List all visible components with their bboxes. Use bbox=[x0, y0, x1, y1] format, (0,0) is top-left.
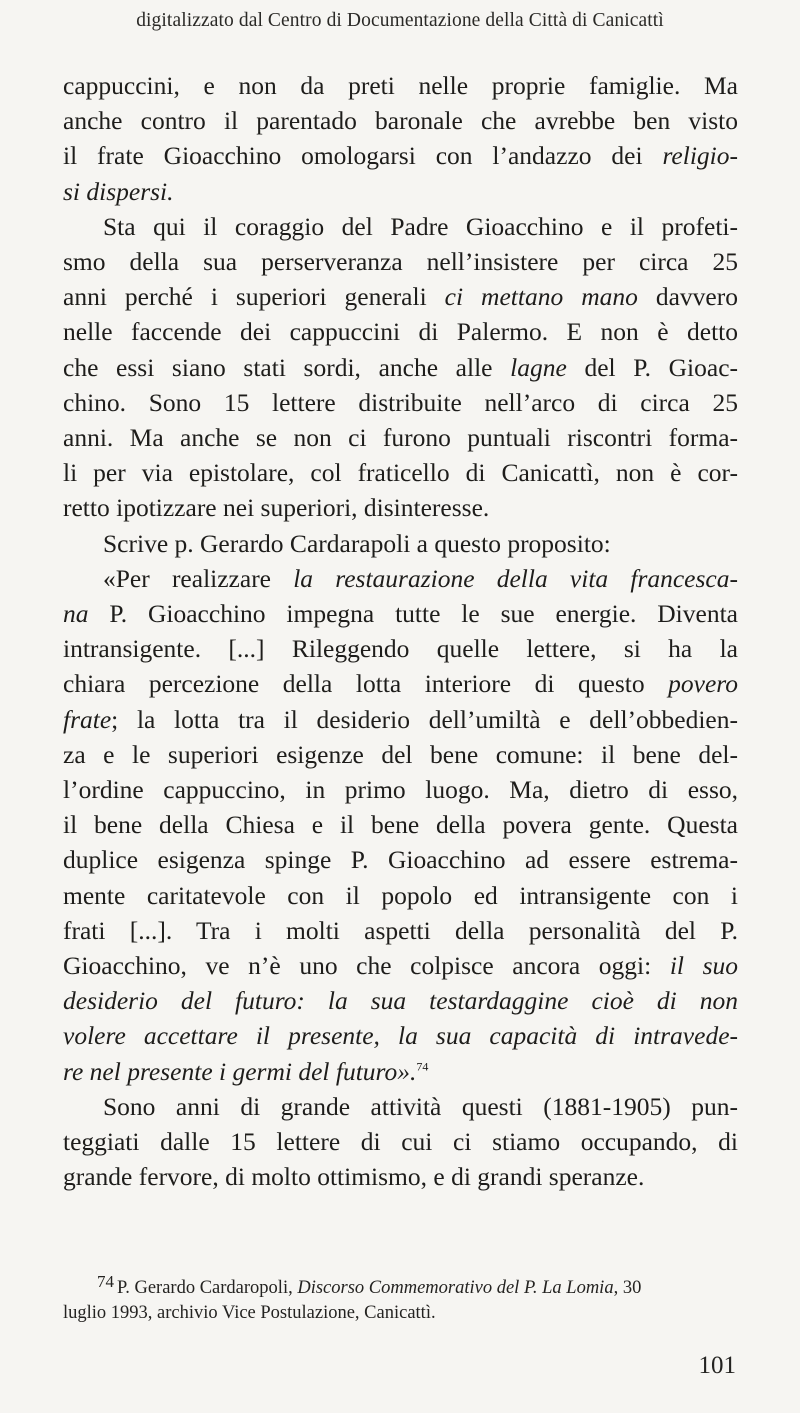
text-line: desiderio del futuro: la sua testardaggine cioè di non bbox=[63, 986, 738, 1016]
text-line: il frate Gioacchino omologarsi con l’andazzo dei religio- bbox=[63, 141, 738, 171]
text-line: si dispersi. bbox=[63, 176, 174, 206]
text-line: Gioacchino, ve n’è uno che colpisce ancora oggi: il suo bbox=[63, 951, 739, 981]
text-line: «Per realizzare la restaurazione della vita francesca- bbox=[103, 563, 738, 593]
footnote-line: luglio 1993, archivio Vice Postulazione, Canicattì. bbox=[63, 1303, 436, 1323]
text-line: mente caritatevole con il popolo ed intransigente con i bbox=[63, 880, 738, 910]
text-line: chino. Sono 15 lettere distribuite nell’arco di circa 25 bbox=[63, 387, 738, 417]
text-line: nelle faccende dei cappuccini di Palermo. E non è detto bbox=[63, 317, 738, 347]
text-line: che essi siano stati sordi, anche alle lagne del P. Gioac- bbox=[63, 352, 739, 382]
paragraph-2 bbox=[63, 209, 738, 526]
main-text bbox=[63, 68, 738, 1195]
paragraph-1 bbox=[63, 68, 738, 209]
text-line: cappuccini, e non da preti nelle proprie famiglie. Ma bbox=[63, 71, 738, 100]
text-line: teggiati dalle 15 lettere di cui ci stiamo occupando, di bbox=[63, 1127, 738, 1157]
footnote-number: 74 bbox=[97, 1272, 114, 1291]
paragraph-5 bbox=[63, 1089, 738, 1195]
text-line: anche contro il parentado baronale che avrebbe ben visto bbox=[63, 106, 738, 136]
footnote bbox=[63, 1269, 743, 1326]
text-line: za e le superiori esigenze del bene comune: il bene del- bbox=[63, 739, 738, 769]
text-line: Sono anni di grande attività questi (1881-1905) pun- bbox=[103, 1091, 738, 1121]
page-number: 101 bbox=[698, 1352, 736, 1379]
paragraph-3 bbox=[63, 526, 738, 561]
text-line: volere accettare il presente, la sua capacità di intravede- bbox=[63, 1021, 738, 1051]
text-line: l’ordine cappuccino, in primo luogo. Ma, dietro di esso, bbox=[63, 775, 738, 805]
text-line: na P. Gioacchino impegna tutte le sue energie. Diventa bbox=[63, 599, 738, 629]
text-line: Scrive p. Gerardo Cardarapoli a questo proposito: bbox=[103, 528, 611, 558]
text-line: frate; la lotta tra il desiderio dell’umiltà e dell’obbedien- bbox=[63, 704, 738, 734]
text-line: anni. Ma anche se non ci furono puntuali riscontri forma- bbox=[63, 423, 738, 453]
text-line: grande fervore, di molto ottimismo, e di grandi speranze. bbox=[63, 1162, 645, 1192]
text-line: frati [...]. Tra i molti aspetti della personalità del P. bbox=[63, 915, 738, 945]
text-line: li per via epistolare, col fraticello di Canicattì, non è cor- bbox=[63, 458, 738, 488]
text-line: smo della sua perserveranza nell’insistere per circa 25 bbox=[63, 247, 738, 277]
text-line: anni perché i superiori generali ci mettano mano davvero bbox=[63, 282, 738, 312]
quote-paragraph bbox=[63, 561, 738, 1089]
text-line: retto ipotizzare nei superiori, disinteresse. bbox=[63, 493, 490, 523]
footnote-line: 74 P. Gerardo Cardaropoli, Discorso Commemorativo del P. La Lomia, 30 bbox=[97, 1272, 642, 1298]
digitization-header: digitalizzato dal Centro di Documentazione della Città di Canicattì bbox=[136, 10, 664, 31]
text-line: intransigente. [...] Rileggendo quelle lettere, si ha la bbox=[63, 634, 738, 664]
text-line: duplice esigenza spinge P. Gioacchino ad essere estrema- bbox=[63, 845, 738, 875]
text-line: Sta qui il coraggio del Padre Gioacchino e il profeti- bbox=[103, 211, 738, 241]
text-line: re nel presente i germi del futuro».$^{74}$ bbox=[63, 1056, 429, 1086]
footnote-reference[interactable]: 74 bbox=[416, 1059, 429, 1074]
text-line: chiara percezione della lotta interiore di questo povero bbox=[63, 669, 738, 699]
text-line: il bene della Chiesa e il bene della povera gente. Questa bbox=[63, 810, 738, 840]
